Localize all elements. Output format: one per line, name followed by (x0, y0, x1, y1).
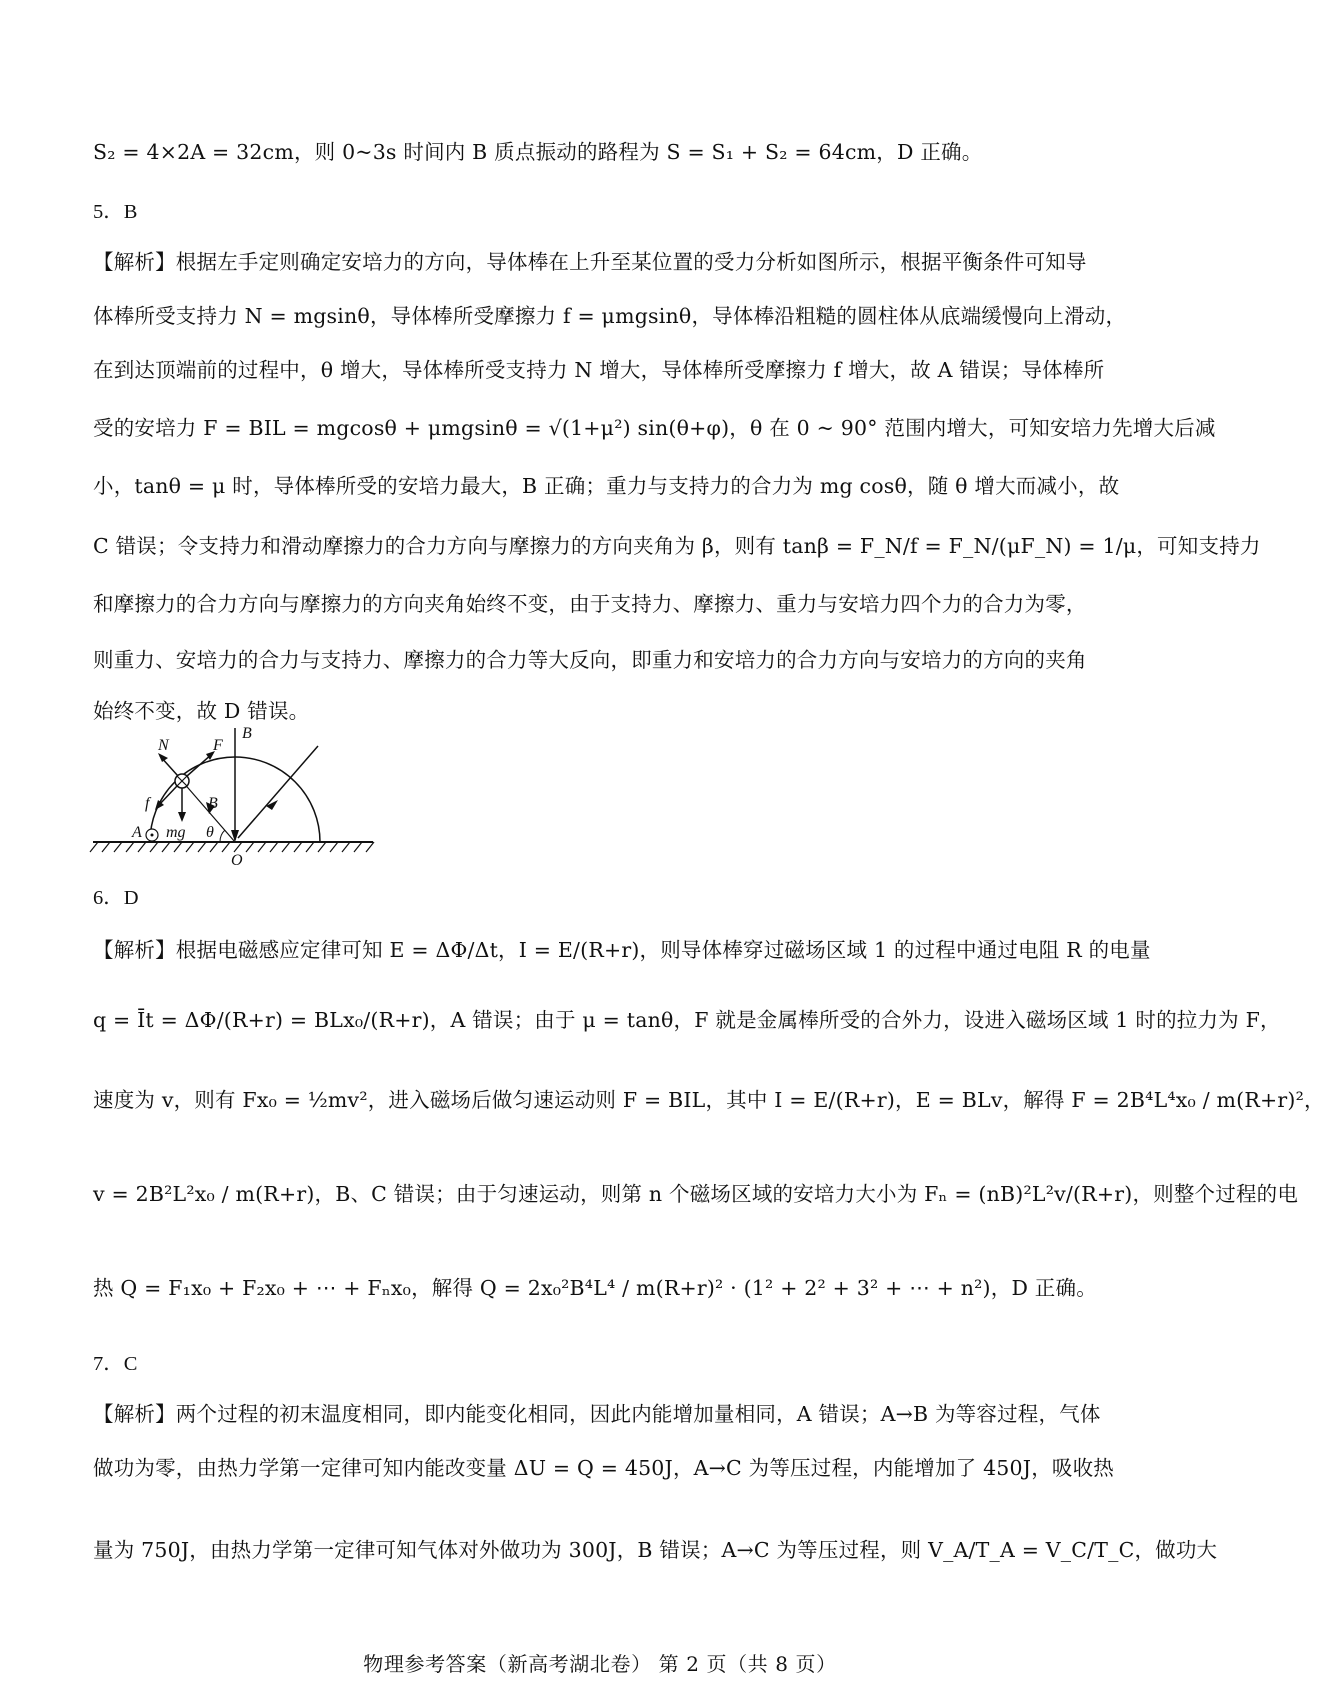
text-line: 体棒所受支持力 N = mgsinθ，导体棒所受摩擦力 f = μmgsinθ，导体棒沿粗糙的圆柱体从底端缓慢向上滑动， (93, 304, 1127, 328)
force-diagram (88, 720, 378, 875)
text-line: 在到达顶端前的过程中，θ 增大，导体棒所受支持力 N 增大，导体棒所受摩擦力 f 增大，故 A 错误；导体棒所 (93, 358, 1105, 382)
text-line: 受的安培力 F = BIL = mgcosθ + μmgsinθ = √(1+μ²) sin(θ+φ)，θ 在 0 ~ 90° 范围内增大，可知安培力先增大后减 (93, 416, 1216, 440)
text-line: 【解析】两个过程的初末温度相同，即内能变化相同，因此内能增加量相同，A 错误；A→B 为等容过程，气体 (93, 1402, 1101, 1426)
question-number: 7．C (93, 1353, 138, 1375)
text-line: 小，tanθ = μ 时，导体棒所受的安培力最大，B 正确；重力与支持力的合力为 mg cosθ，随 θ 增大而减小，故 (93, 474, 1120, 498)
text-line: 热 Q = F₁x₀ + F₂x₀ + ⋯ + Fₙx₀，解得 Q = 2x₀²B⁴L⁴ / m(R+r)² · (1² + 2² + 3² + ⋯ + n²)，D 正确。 (93, 1276, 1097, 1300)
arrowhead (231, 830, 239, 842)
text-line: v = 2B²L²x₀ / m(R+r)，B、C 错误；由于匀速运动，则第 n 个磁场区域的安培力大小为 Fₙ = (nB)²L²v/(R+r)，则整个过程的电 (93, 1182, 1299, 1206)
text-line: 则重力、安培力的合力与支持力、摩擦力的合力等大反向，即重力和安培力的合力方向与安培力的方向的夹角 (93, 648, 1087, 672)
diagonal-line (238, 746, 318, 838)
label-mg: mg (166, 824, 186, 841)
question-number: 5．B (93, 201, 138, 223)
text-line: C 错误；令支持力和滑动摩擦力的合力方向与摩擦力的方向夹角为 β，则有 tanβ = F_N/f = F_N/(μF_N) = 1/μ，可知支持力 (93, 534, 1261, 558)
text-line: 和摩擦力的合力方向与摩擦力的方向夹角始终不变，由于支持力、摩擦力、重力与安培力四个力的合力为零， (93, 592, 1087, 616)
text-line: S₂ = 4×2A = 32cm，则 0~3s 时间内 B 质点振动的路程为 S = S₁ + S₂ = 64cm，D 正确。 (93, 140, 983, 164)
arrowhead (266, 800, 278, 810)
text-line: 【解析】根据左手定则确定安培力的方向，导体棒在上升至某位置的受力分析如图所示，根据平衡条件可知导 (93, 250, 1087, 274)
ground-hatching (90, 842, 374, 852)
text-line: 速度为 v，则有 Fx₀ = ½mv²，进入磁场后做匀速运动则 F = BIL，其中 I = E/(R+r)，E = BLv，解得 F = 2B⁴L⁴x₀ / m(R+r)²， (93, 1088, 1325, 1112)
label-F: F (213, 737, 223, 754)
label-B-mid: B (208, 795, 218, 812)
label-O: O (231, 852, 243, 869)
question-number: 6．D (93, 887, 139, 909)
page-footer: 物理参考答案（新高考湖北卷） 第 2 页（共 8 页） (363, 1652, 837, 1676)
text-line: 【解析】根据电磁感应定律可知 E = ΔΦ/Δt，I = E/(R+r)，则导体棒穿过磁场区域 1 的过程中通过电阻 R 的电量 (93, 938, 1151, 962)
text-line: 始终不变，故 D 错误。 (93, 699, 310, 723)
label-theta: θ (206, 824, 214, 841)
label-f: f (145, 795, 150, 812)
label-N: N (158, 737, 169, 754)
text-line: 做功为零，由热力学第一定律可知内能改变量 ΔU = Q = 450J，A→C 为等压过程，内能增加了 450J，吸收热 (93, 1456, 1115, 1480)
text-line: 量为 750J，由热力学第一定律可知气体对外做功为 300J，B 错误；A→C 为等压过程，则 V_A/T_A = V_C/T_C，做功大 (93, 1538, 1218, 1562)
label-B-top: B (242, 725, 252, 742)
text-line: q = Īt = ΔΦ/(R+r) = BLx₀/(R+r)，A 错误；由于 μ = tanθ，F 就是金属棒所受的合外力，设进入磁场区域 1 时的拉力为 F， (93, 1008, 1281, 1032)
label-A: A (132, 824, 142, 841)
